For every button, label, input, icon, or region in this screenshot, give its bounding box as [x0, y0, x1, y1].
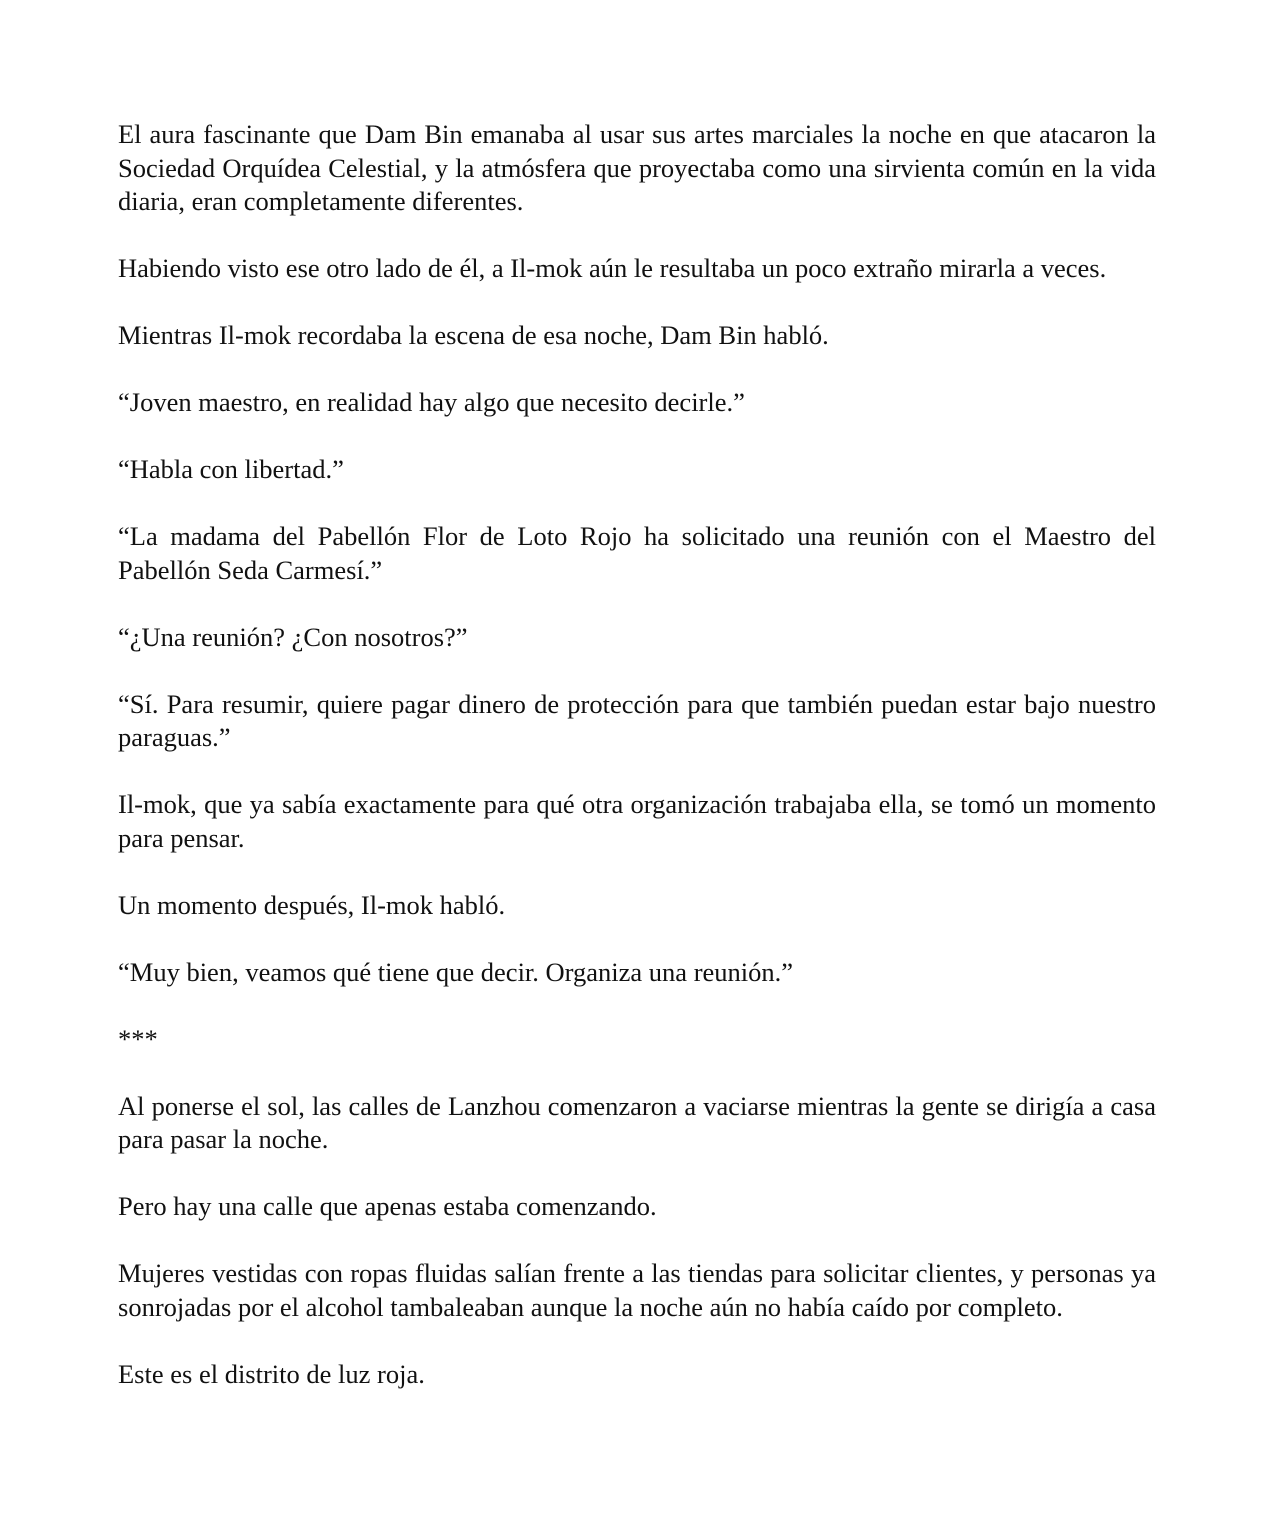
paragraph-13: Pero hay una calle que apenas estaba comenzando.	[118, 1191, 657, 1221]
paragraph-4: “Joven maestro, en realidad hay algo que necesito decirle.”	[118, 387, 745, 417]
paragraph-3: Mientras Il-mok recordaba la escena de esa noche, Dam Bin habló.	[118, 320, 829, 350]
scene-break: ***	[118, 1023, 158, 1054]
paragraph-7: “¿Una reunión? ¿Con nosotros?”	[118, 621, 468, 652]
paragraph-12: Al ponerse el sol, las calles de Lanzhou comenzaron a vaciarse mientras la gente se dirigía a casa para pasar la noche.	[118, 1090, 1156, 1154]
paragraph-5: “Habla con libertad.”	[118, 454, 344, 484]
paragraph-9: Il-mok, que ya sabía exactamente para qué otra organización trabajaba ella, se tomó un momento para pensar.	[118, 789, 1156, 853]
paragraph-6: “La madama del Pabellón Flor de Loto Rojo ha solicitado una reunión con el Maestro del Pabellón Seda Carmesí.”	[118, 521, 1156, 585]
paragraph-8: “Sí. Para resumir, quiere pagar dinero de protección para que también puedan estar bajo nuestro paraguas.”	[118, 688, 1156, 752]
paragraph-1: El aura fascinante que Dam Bin emanaba al usar sus artes marciales la noche en que atacaron la Sociedad Orquídea Celestial, y la atmósfera que proyectaba como una sirvienta común en la vida diaria, eran completamente diferentes.	[118, 119, 1156, 216]
document-page	[118, 118, 1156, 1425]
paragraph-11: “Muy bien, veamos qué tiene que decir. Organiza una reunión.”	[118, 956, 794, 987]
paragraph-10: Un momento después, Il-mok habló.	[118, 889, 506, 920]
paragraph-15: Este es el distrito de luz roja.	[118, 1358, 425, 1389]
paragraph-2: Habiendo visto ese otro lado de él, a Il-mok aún le resultaba un poco extraño mirarla a veces.	[118, 253, 1107, 283]
paragraph-14: Mujeres vestidas con ropas fluidas salían frente a las tiendas para solicitar clientes, y personas ya sonrojadas por el alcohol tambaleaban aunque la noche aún no había caído por completo.	[118, 1258, 1156, 1322]
